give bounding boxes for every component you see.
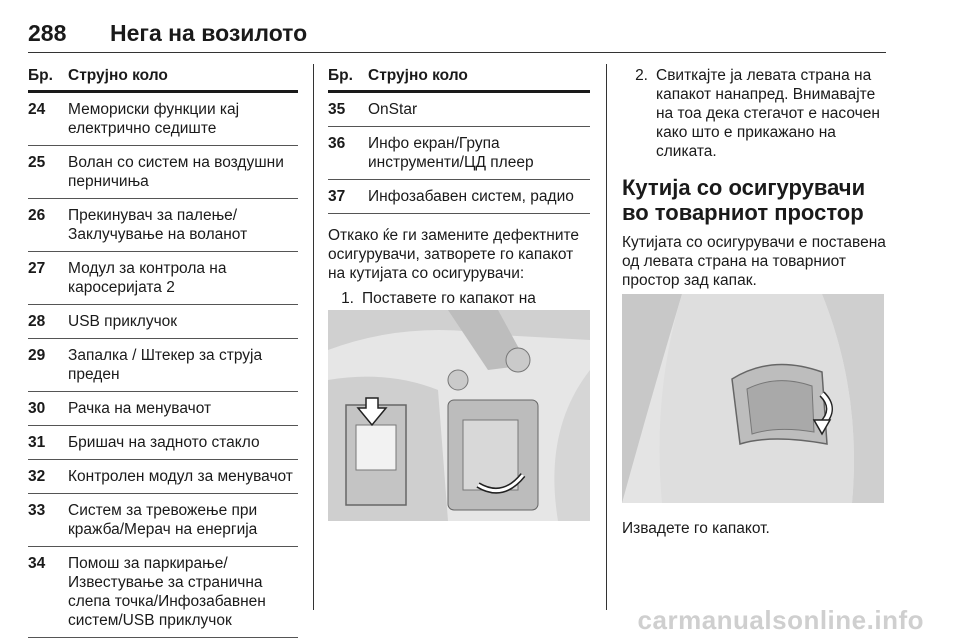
cargo-fuse-cover-illustration (622, 294, 884, 503)
fuse-circuit: Рачка на менувачот (68, 400, 212, 417)
fuse-circuit: Контролен модул за менувачот (68, 468, 293, 485)
fuse-number: 30 (28, 400, 46, 417)
header-no: Бр. (328, 67, 353, 84)
fuse-circuit: Мемориски функции кај електрично седиште (68, 101, 240, 137)
fuse-circuit: Модул за контрола на каросеријата 2 (68, 260, 227, 296)
step-number: 1. (341, 290, 354, 307)
step-text: Свиткајте ја левата страна на капакот нанапред. Внимавајте на тоа дека стегачот е насочен како што е прикажано на сликата. (656, 67, 880, 160)
fuse-table-left (28, 66, 298, 638)
fuse-number: 37 (328, 188, 346, 205)
table-row (328, 127, 590, 180)
header-circuit: Струјно коло (68, 67, 168, 84)
table-row (28, 252, 298, 305)
fuse-circuit: OnStar (368, 101, 418, 118)
section-heading: Кутија со осигурувачи во товарниот простор (622, 175, 866, 225)
fuse-circuit: Бришач на задното стакло (68, 434, 260, 451)
cargo-area-drawing (622, 294, 884, 503)
fuse-number: 35 (328, 101, 346, 118)
fuse-cover-illustration (328, 310, 590, 521)
table-row (28, 339, 298, 392)
fuse-number: 28 (28, 313, 46, 330)
table-row (28, 460, 298, 494)
fuse-number: 25 (28, 154, 46, 171)
fuse-number: 27 (28, 260, 46, 277)
fuse-number: 36 (328, 135, 346, 152)
fuse-circuit: Волан со систем на воздушни перничиња (68, 154, 284, 190)
table-row (28, 199, 298, 252)
table-row (28, 494, 298, 547)
fuse-number: 24 (28, 101, 46, 118)
table-header (328, 66, 590, 93)
table-row (28, 93, 298, 146)
step-list (622, 66, 892, 161)
fuse-number: 34 (28, 555, 46, 572)
table-row (28, 426, 298, 460)
watermark: carmanualsonline.info (637, 605, 924, 635)
column-divider-1 (313, 64, 314, 610)
step-text: Поставете го капакот на (362, 290, 536, 307)
table-row (28, 146, 298, 199)
fuse-circuit: Систем за тревожење при кражба/Мерач на енергија (68, 502, 258, 538)
fuse-circuit: Инфозабавен систем, радио (368, 188, 574, 205)
header-no: Бр. (28, 67, 53, 84)
column-divider-2 (606, 64, 607, 610)
right-column (622, 66, 892, 290)
figure-caption: Извадете го капакот. (622, 520, 770, 537)
table-row (28, 547, 298, 638)
fuse-circuit: Прекинувач за палење/ Заклучување на воланот (68, 207, 248, 243)
cargo-fuse-paragraph: Кутијата со осигурувачи е поставена од левата страна на товарниот простор зад капак. (622, 234, 886, 289)
page-number: 288 (28, 20, 67, 46)
header-rule (28, 52, 886, 53)
fuse-circuit: Запалка / Штекер за струја преден (68, 347, 263, 383)
fuse-table-middle (328, 66, 590, 327)
table-row (28, 392, 298, 426)
fuse-number: 33 (28, 502, 46, 519)
table-header (28, 66, 298, 93)
list-item (622, 66, 892, 161)
fuse-number: 32 (28, 468, 46, 485)
table-row (328, 93, 590, 127)
fuse-circuit: USB приклучок (68, 313, 178, 330)
fuse-number: 29 (28, 347, 46, 364)
close-cover-paragraph: Откако ќе ги замените дефектните осигурувачи, затворете го капакот на кутијата со осигурувачи: (328, 227, 580, 282)
page-title: Нега на возилото (110, 20, 308, 46)
header-circuit: Струјно коло (368, 67, 468, 84)
fuse-number: 26 (28, 207, 46, 224)
table-row (328, 180, 590, 214)
table-row (28, 305, 298, 339)
fuse-circuit: Инфо екран/Група инструменти/ЦД плеер (368, 135, 534, 171)
dashboard-fuse-box-drawing (328, 310, 590, 521)
fuse-number: 31 (28, 434, 46, 451)
step-number: 2. (635, 67, 648, 84)
fuse-circuit: Помош за паркирање/ Известување за странична слепа точка/Инфозабавнен систем/USB приклучок (68, 555, 266, 629)
